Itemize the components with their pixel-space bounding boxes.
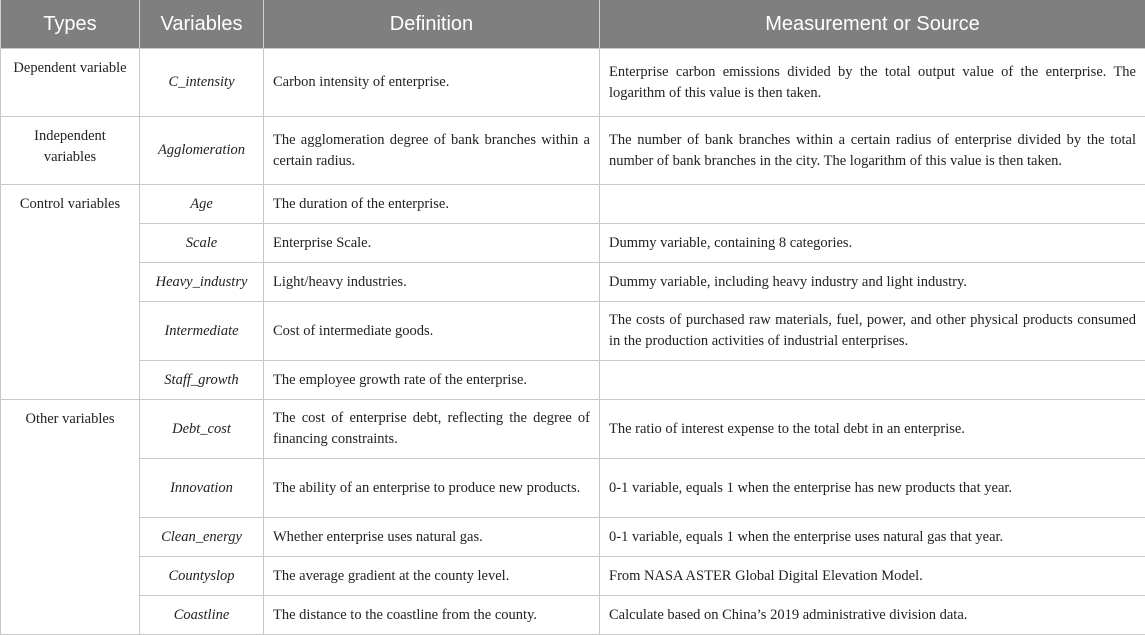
measurement-cell: The number of bank branches within a certain radius of enterprise divided by the total number of bank branches in the city. The logarithm of this value is then taken. (600, 117, 1145, 185)
variable-cell: Age (140, 185, 264, 224)
header-row (1, 0, 1145, 49)
measurement-cell: Enterprise carbon emissions divided by the total output value of the enterprise. The logarithm of this value is then taken. (600, 49, 1145, 117)
definition-cell: The duration of the enterprise. (264, 185, 600, 224)
variable-cell: Scale (140, 224, 264, 263)
variable-cell: Heavy_industry (140, 263, 264, 302)
measurement-cell: 0-1 variable, equals 1 when the enterprise has new products that year. (600, 459, 1145, 518)
definition-cell: Carbon intensity of enterprise. (264, 49, 600, 117)
definition-cell: The agglomeration degree of bank branches within a certain radius. (264, 117, 600, 185)
measurement-cell: The costs of purchased raw materials, fuel, power, and other physical products consumed in the production activities of industrial enterprises. (600, 302, 1145, 361)
measurement-cell: Dummy variable, containing 8 categories. (600, 224, 1145, 263)
variable-cell: Intermediate (140, 302, 264, 361)
definition-cell: The cost of enterprise debt, reflecting the degree of financing constraints. (264, 400, 600, 459)
measurement-cell (600, 185, 1145, 224)
table-row (1, 117, 1145, 185)
header-types: Types (1, 0, 140, 49)
variable-cell: Innovation (140, 459, 264, 518)
type-cell-dependent: Dependent variable (1, 49, 140, 117)
table-row (1, 400, 1145, 459)
measurement-cell: 0-1 variable, equals 1 when the enterprise uses natural gas that year. (600, 518, 1145, 557)
table-row (1, 49, 1145, 117)
table-row (1, 185, 1145, 224)
definition-cell: The employee growth rate of the enterprise. (264, 361, 600, 400)
definition-cell: The average gradient at the county level. (264, 557, 600, 596)
variable-cell: C_intensity (140, 49, 264, 117)
table-row (1, 459, 1145, 518)
header-measurement: Measurement or Source (600, 0, 1145, 49)
header-variables: Variables (140, 0, 264, 49)
table-row (1, 557, 1145, 596)
variable-cell: Countyslop (140, 557, 264, 596)
variable-cell: Debt_cost (140, 400, 264, 459)
type-cell-control: Control variables (1, 185, 140, 400)
variable-cell: Agglomeration (140, 117, 264, 185)
definition-cell: The distance to the coastline from the county. (264, 596, 600, 635)
measurement-cell: Dummy variable, including heavy industry and light industry. (600, 263, 1145, 302)
measurement-cell: From NASA ASTER Global Digital Elevation Model. (600, 557, 1145, 596)
measurement-cell: The ratio of interest expense to the total debt in an enterprise. (600, 400, 1145, 459)
measurement-cell (600, 361, 1145, 400)
variable-cell: Staff_growth (140, 361, 264, 400)
table-row (1, 263, 1145, 302)
table-row (1, 224, 1145, 263)
definition-cell: Cost of intermediate goods. (264, 302, 600, 361)
definition-cell: Whether enterprise uses natural gas. (264, 518, 600, 557)
header-definition: Definition (264, 0, 600, 49)
definition-cell: Enterprise Scale. (264, 224, 600, 263)
table-row (1, 518, 1145, 557)
variable-cell: Clean_energy (140, 518, 264, 557)
measurement-cell: Calculate based on China’s 2019 administrative division data. (600, 596, 1145, 635)
type-cell-independent: Independent variables (1, 117, 140, 185)
table-row (1, 596, 1145, 635)
variable-cell: Coastline (140, 596, 264, 635)
table-row (1, 302, 1145, 361)
definition-cell: Light/heavy industries. (264, 263, 600, 302)
definition-cell: The ability of an enterprise to produce new products. (264, 459, 600, 518)
table-row (1, 361, 1145, 400)
type-cell-other: Other variables (1, 400, 140, 635)
